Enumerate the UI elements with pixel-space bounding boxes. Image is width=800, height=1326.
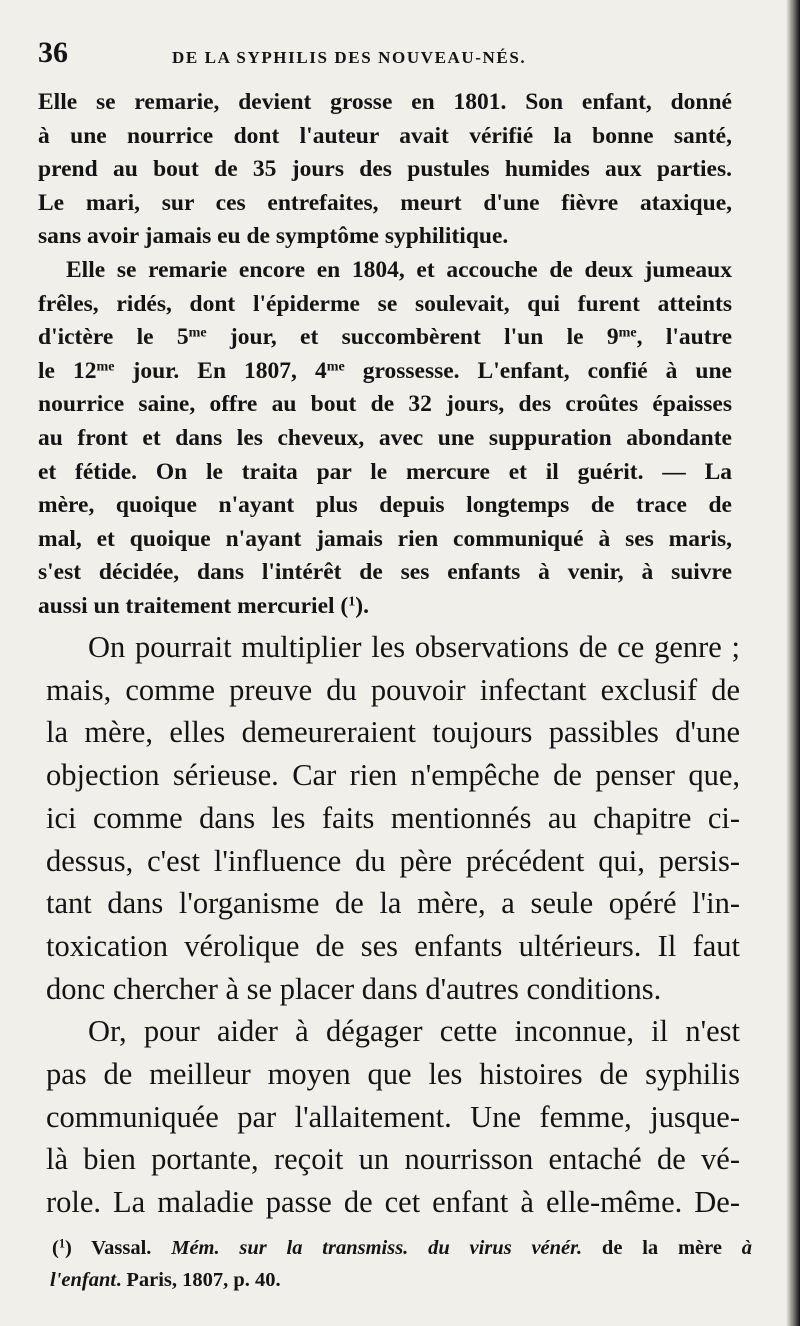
running-title: DE LA SYPHILIS DES NOUVEAU-NÉS. [172,48,527,67]
text-line: prend au bout de 35 jours des pustules humides aux parties. [38,156,732,183]
text-line: ici comme dans les faits mentionnés au chapitre ci- [46,800,740,835]
text-line: dessus, c'est l'influence du père précédent qui, persis- [46,843,740,878]
text-line: Or, pour aider à dégager cette inconnue, il n'est [88,1014,740,1049]
text-line: la mère, elles demeureraient toujours passibles d'une [46,715,740,750]
text-line: mère, quoique n'ayant plus depuis longtemps de trace de [38,492,732,519]
page-number: 36 [38,36,68,69]
text-line: s'est décidée, dans l'intérêt de ses enfants à venir, à suivre [38,559,732,586]
text-line: Le mari, sur ces entrefaites, meurt d'une fièvre ataxique, [38,189,732,216]
text-line: Elle se remarie, devient grosse en 1801. Son enfant, donné [38,89,732,115]
large-text-block [46,626,740,1224]
text-line: pas de meilleur moyen que les histoires de syphilis [46,1057,740,1092]
text-line: mal, et quoique n'ayant jamais rien communiqué à ses maris, [38,525,732,552]
footnote-line: ($^1$) Vassal. Mém. sur la transmiss. du virus vénér. de la mère à [52,1236,752,1259]
page-header [38,36,738,76]
text-line: On pourrait multiplier les observations de ce genre ; [88,630,740,664]
text-line: au front et dans les cheveux, avec une suppuration abondante [38,424,732,451]
small-text-block [38,86,732,624]
text-line: à une nourrice dont l'auteur avait vérifié la bonne santé, [38,122,732,149]
footnote-line: l'enfant. Paris, 1807, p. 40. [50,1269,281,1291]
text-line: donc chercher à se placer dans d'autres conditions. [46,971,662,1006]
text-line: role. La maladie passe de cet enfant à elle-même. De- [46,1185,740,1220]
text-line: toxication vérolique de ses enfants ultérieurs. Il faut [46,928,740,963]
text-line: frêles, ridés, dont l'épiderme se soulevait, qui furent atteints [38,290,732,317]
text-line: objection sérieuse. Car rien n'empêche de penser que, [46,758,740,793]
page-binding-shadow [786,0,800,1326]
text-line: aussi un traitement mercuriel ($^1$). [38,592,369,619]
text-line: le $12^{me}$ jour. En 1807, $4^{me}$ grossesse. L'enfant, confié à une [38,357,732,384]
text-line: tant dans l'organisme de la mère, a seule opéré l'in- [46,886,740,921]
text-line: nourrice saine, offre au bout de 32 jours, des croûtes épaisses [38,391,732,418]
text-line: d'ictère le $5^{me}$ jour, et succombèrent l'un le $9^{me}$, l'autre [38,324,732,351]
footnote-ref: 1 [348,593,356,610]
text-line: Elle se remarie encore en 1804, et accouche de deux jumeaux [66,256,732,283]
text-line: mais, comme preuve du pouvoir infectant exclusif de [46,672,740,707]
footnote [52,1232,752,1296]
text-line: sans avoir jamais eu de symptôme syphilitique. [38,223,509,250]
text-line: communiquée par l'allaitement. Une femme, jusque- [46,1099,740,1134]
text-line: là bien portante, reçoit un nourrisson entaché de vé- [46,1142,740,1177]
text-line: et fétide. On le traita par le mercure et il guérit. — La [38,458,732,485]
